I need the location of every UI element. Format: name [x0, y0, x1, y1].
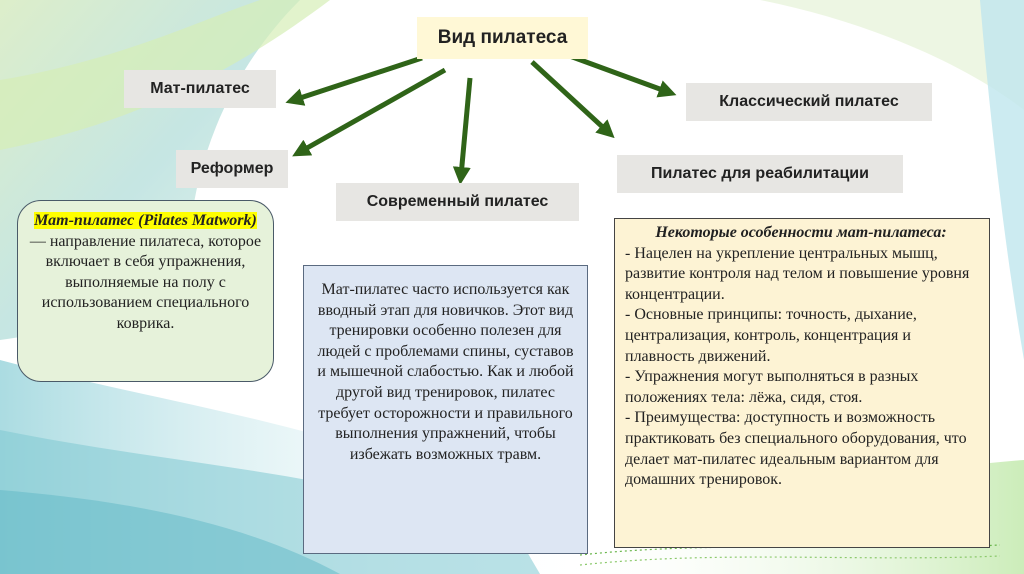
node-mat-pilates: Мат-пилатес — [124, 70, 276, 108]
middle-text: Мат-пилатес часто используется как вводный этап для новичков. Этот вид тренировки особенно полезен для людей с проблемами спины, суставов и мышечной слабостью. Как и любой другой вид тренировок, пилатес требует осторожности и правильного выполнения упражнений, чтобы избежать возможных травм. — [317, 281, 574, 463]
node-modern-pilates: Современный пилатес — [336, 183, 579, 221]
definition-box — [17, 200, 274, 382]
features-item: - Преимущества: доступность и возможность практиковать без специального оборудования, что делает мат-пилатес идеальным вариантом для домашних тренировок. — [625, 409, 967, 489]
definition-text: — направление пилатеса, которое включает в себя упражнения, выполняемые на полу с использованием специального коврика. — [29, 232, 262, 332]
node-reformer: Реформер — [176, 150, 288, 188]
node-rehab-pilates: Пилатес для реабилитации — [617, 155, 903, 193]
features-title: Некоторые особенности мат-пилатеса: — [655, 224, 947, 241]
root-node: Вид пилатеса — [417, 17, 588, 59]
features-item: - Основные принципы: точность, дыхание, централизация, контроль, концентрация и плавность движений. — [625, 306, 917, 365]
node-classic-pilates: Классический пилатес — [686, 83, 932, 121]
definition-term: Мат-пилатес (Pilates Matwork) — [34, 212, 257, 229]
features-item: - Упражнения могут выполняться в разных положениях тела: лёжа, сидя, стоя. — [625, 368, 919, 406]
features-item: - Нацелен на укрепление центральных мышц, развитие контроля над телом и повышение уровня концентрации. — [625, 244, 970, 303]
features-box — [614, 218, 990, 548]
middle-text-box — [303, 265, 588, 554]
